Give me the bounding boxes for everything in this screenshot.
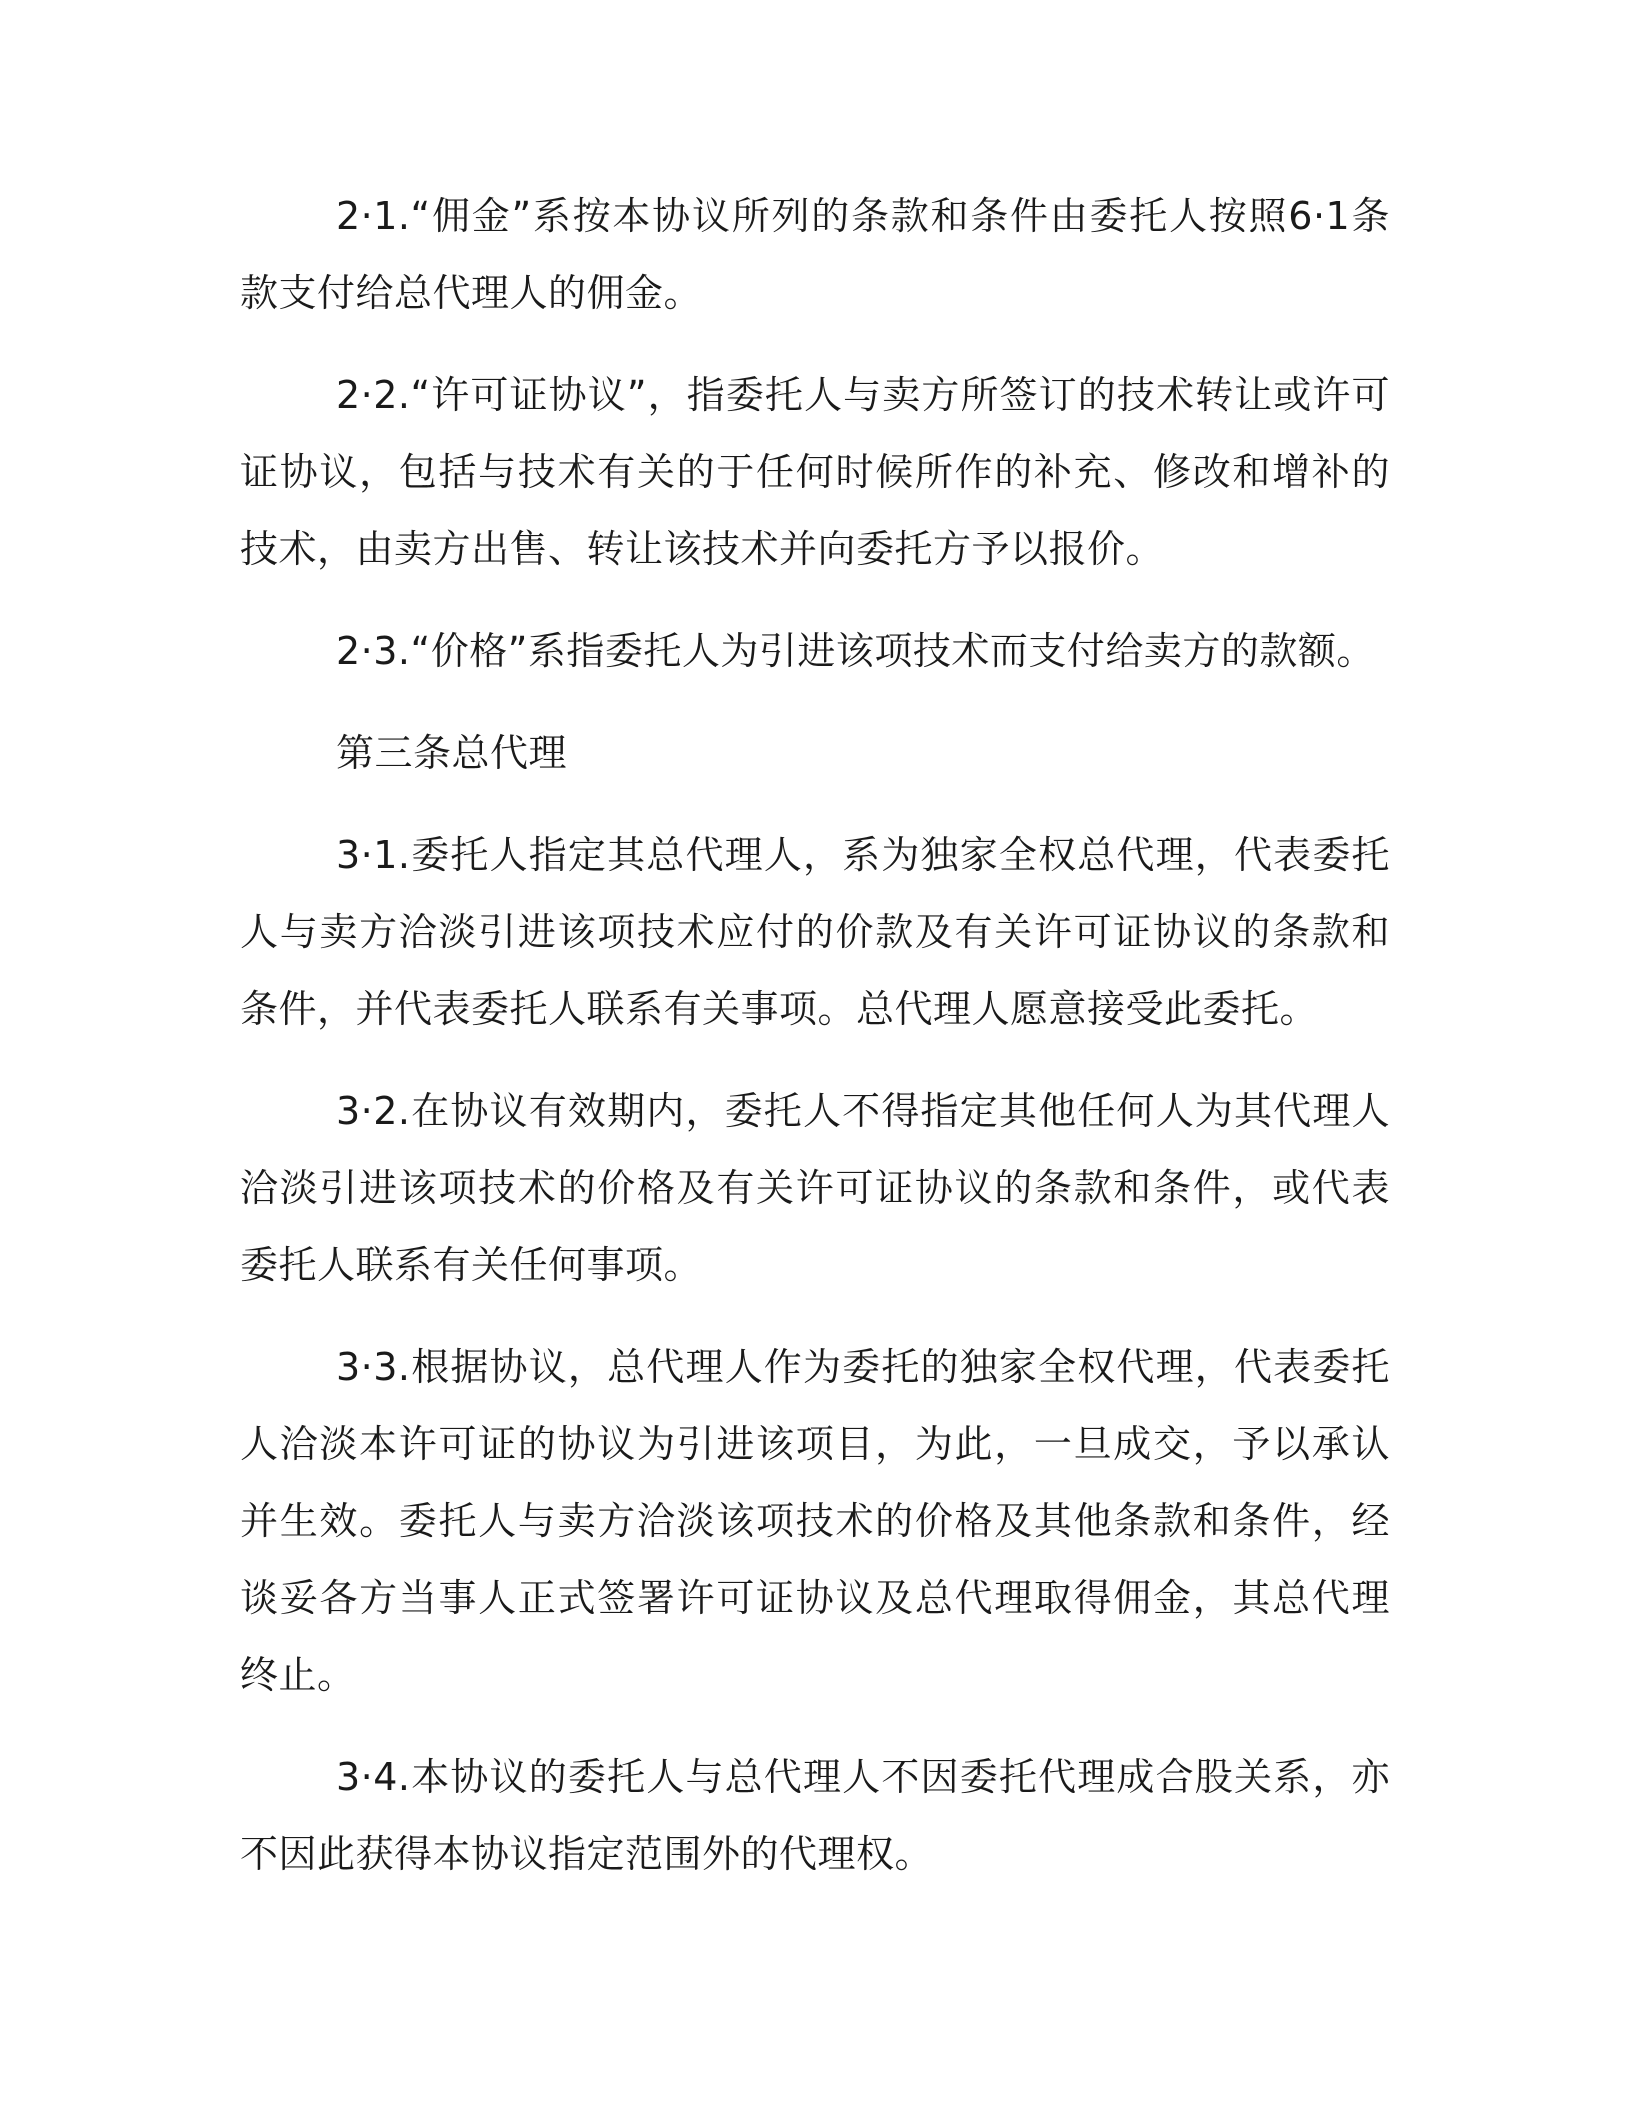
clause-2-2: 2·2.“许可证协议”，指委托人与卖方所签订的技术转让或许可证协议，包括与技术有关的于任何时候所作的补充、修改和增补的技术，由卖方出售、转让该技术并向委托方予以报价。 xyxy=(240,373,1390,571)
clause-3-2: 3·2.在协议有效期内，委托人不得指定其他任何人为其代理人洽淡引进该项技术的价格及有关许可证协议的条款和条件，或代表委托人联系有关任何事项。 xyxy=(240,1089,1390,1287)
clause-3-4: 3·4.本协议的委托人与总代理人不因委托代理成合股关系，亦不因此获得本协议指定范围外的代理权。 xyxy=(240,1755,1390,1876)
document-body xyxy=(240,178,1390,1918)
clause-3-3: 3·3.根据协议，总代理人作为委托的独家全权代理，代表委托人洽淡本许可证的协议为引进该项目，为此，一旦成交，予以承认并生效。委托人与卖方洽淡该项技术的价格及其他条款和条件，经谈妥各方当事人正式签署许可证协议及总代理取得佣金，其总代理终止。 xyxy=(240,1345,1390,1697)
clause-2-3: 2·3.“价格”系指委托人为引进该项技术而支付给卖方的款额。 xyxy=(336,629,1375,673)
clause-2-1: 2·1.“佣金”系按本协议所列的条款和条件由委托人按照6·1条款支付给总代理人的佣金。 xyxy=(240,194,1390,315)
article-3-heading: 第三条总代理 xyxy=(336,731,568,775)
clause-3-1: 3·1.委托人指定其总代理人，系为独家全权总代理，代表委托人与卖方洽淡引进该项技术应付的价款及有关许可证协议的条款和条件，并代表委托人联系有关事项。总代理人愿意接受此委托。 xyxy=(240,833,1390,1031)
